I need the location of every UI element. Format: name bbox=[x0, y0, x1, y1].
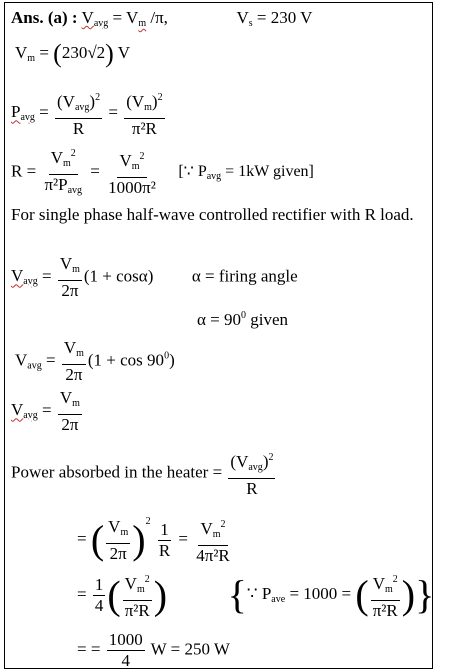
line-r: R = $\frac{V_m^2}{\pi^2P_{avg}}$ = $\frac{V_m^2}{\text{1000π²}}$ [∵ $P_{avg} = 1kW$ given] bbox=[11, 145, 314, 200]
vs-given: $V_s = 230$ V bbox=[236, 8, 313, 29]
line-vavg-result: $V_{avg}$ = $\frac{V_m}{2\pi}$ bbox=[11, 388, 80, 434]
line-power-step2: = $\frac{1}{4}$ ( $\frac{V_m^2}{\text{π²R}}$ ) {∵ $P_{ave} = 1000$ = ( $\frac{V_m^2}{\text{π²R}}$ )} bbox=[77, 572, 435, 620]
pavg-fraction-1: $\frac{(V_{avg})^2}{R}$ bbox=[55, 89, 102, 138]
prose-rectifier: For single phase half-wave controlled rectifier with R load. bbox=[11, 205, 414, 224]
vavg-symbol: $V_{avg}$ bbox=[81, 8, 109, 29]
answer-box bbox=[4, 2, 433, 669]
pave-note: {∵ $P_{ave} = 1000$ = ( $\frac{V_m^2}{\text{π²R}}$ )} bbox=[227, 572, 435, 620]
line-power-step1: = ( $\frac{V_m}{2\pi}$ )$^2$ $\frac{1}{R}$ = $\frac{V_m^2}{\text{4π²R}}$ bbox=[77, 516, 230, 565]
answer-label: Ans. (a) : bbox=[11, 8, 78, 27]
alpha-definition: α = firing angle bbox=[191, 266, 298, 286]
line-power-absorbed: Power absorbed in the heater = $\frac{(V_{avg})^2}{R}$ bbox=[11, 449, 277, 498]
line-alpha-given: $\alpha = 90^0$ given bbox=[197, 310, 289, 329]
line-pavg: $P_{avg}$ = $\frac{(V_{avg})^2}{R}$ = $\frac{(V_m)^2}{\text{π²R}}$ bbox=[11, 89, 167, 138]
r-fraction-1: $\frac{V_m^2}{\pi^2P_{avg}}$ bbox=[42, 145, 84, 200]
line-power-result: = = $\frac{1000}{4}$ W = 250 W bbox=[77, 630, 230, 670]
line-vavg-cos90: $V_{avg}$ = $\frac{V_m}{2\pi}$ $(1 + \cos 90^0)$ bbox=[15, 338, 175, 384]
pavg-fraction-2: $\frac{(V_m)^2}{\text{π²R}}$ bbox=[124, 89, 164, 138]
r-fraction-2: $\frac{V_m^2}{\text{1000π²}}$ bbox=[106, 148, 158, 197]
line-vavg-formula: $V_{avg}$ = $\frac{V_m}{2\pi}$ (1 + cosα) α = firing angle bbox=[11, 254, 298, 300]
line-vm: $V_m = (230√2)$ V bbox=[15, 39, 131, 68]
line-vavg-definition: Ans. (a) : $V_{avg} = V_m$ /π, $V_s = 230$ V bbox=[11, 8, 313, 29]
r-note: [∵ $P_{avg} = 1kW$ given] bbox=[178, 163, 314, 183]
